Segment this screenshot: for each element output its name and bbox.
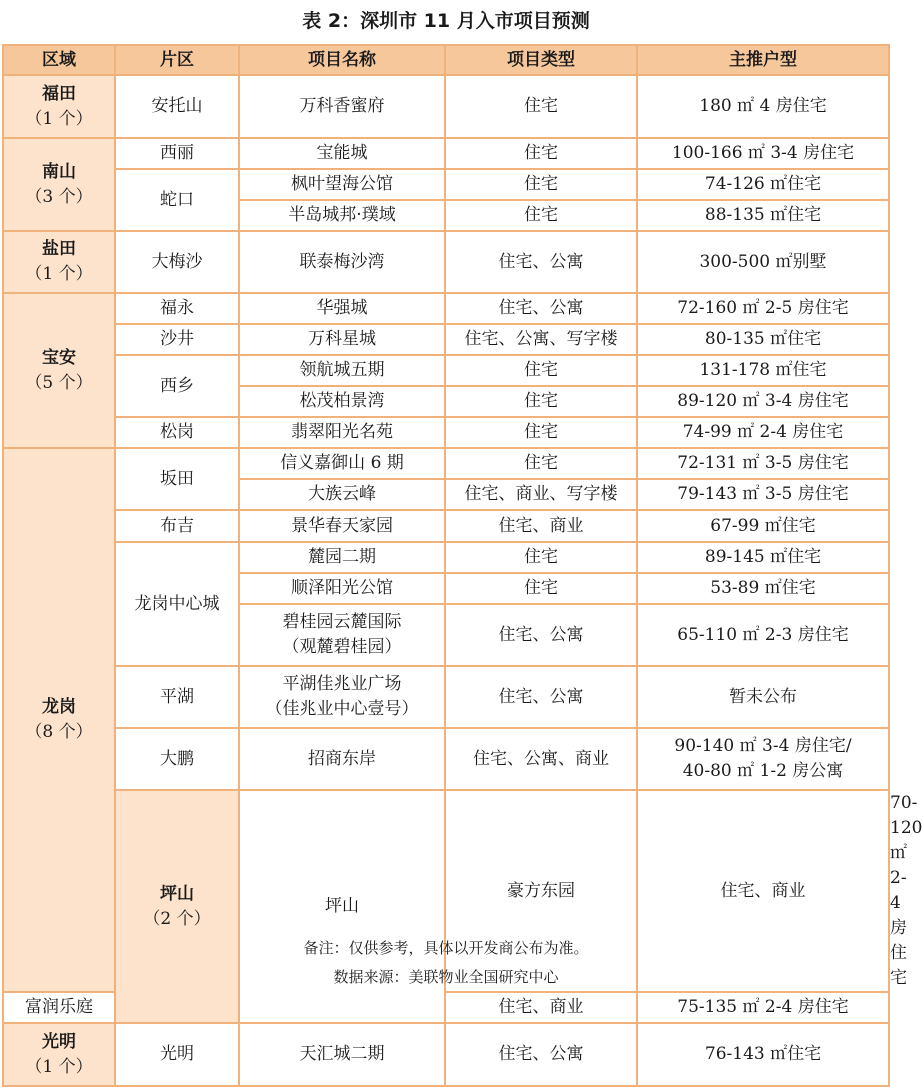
area-cell: 坂田	[115, 448, 239, 510]
header-project: 项目名称	[239, 45, 445, 75]
region-cell: 盐田 （1 个）	[3, 231, 115, 293]
area-cell: 西丽	[115, 138, 239, 169]
table-row: 坪山 （2 个） 坪山 豪方东园 住宅、商业 70-120 ㎡ 2-4 房住宅	[3, 790, 889, 992]
area-cell: 松岗	[115, 417, 239, 448]
area-cell: 龙岗中心城	[115, 542, 239, 666]
type-cell: 住宅、商业	[445, 510, 637, 542]
unit-cell: 72-131 ㎡ 3-5 房住宅	[637, 448, 889, 479]
type-cell: 住宅、公寓	[445, 666, 637, 728]
unit-cell: 90-140 ㎡ 3-4 房住宅/ 40-80 ㎡ 1-2 房公寓	[637, 728, 889, 790]
project-cell: 万科星城	[239, 324, 445, 355]
unit-cell: 暂未公布	[637, 666, 889, 728]
type-cell: 住宅、商业	[445, 992, 637, 1023]
project-cell: 领航城五期	[239, 355, 445, 386]
unit-cell: 75-135 ㎡ 2-4 房住宅	[637, 992, 889, 1023]
area-cell: 西乡	[115, 355, 239, 417]
area-cell: 安托山	[115, 75, 239, 138]
unit-cell: 76-143 ㎡住宅	[637, 1023, 889, 1086]
type-cell: 住宅	[445, 75, 637, 138]
table-row	[3, 355, 889, 386]
area-cell: 福永	[115, 293, 239, 324]
table-row	[3, 169, 889, 200]
area-cell: 蛇口	[115, 169, 239, 231]
project-cell: 翡翠阳光名苑	[239, 417, 445, 448]
area-cell: 布吉	[115, 510, 239, 542]
unit-cell: 180 ㎡ 4 房住宅	[637, 75, 889, 138]
type-cell: 住宅、公寓	[445, 231, 637, 293]
type-cell: 住宅、公寓	[445, 293, 637, 324]
table-row	[3, 728, 889, 790]
unit-cell: 53-89 ㎡住宅	[637, 573, 889, 604]
data-source: 数据来源：美联物业全国研究中心	[333, 968, 559, 986]
area-cell: 光明	[115, 1023, 239, 1086]
type-cell: 住宅	[445, 448, 637, 479]
type-cell: 住宅、公寓、商业	[445, 728, 637, 790]
project-cell: 半岛城邦·璞域	[239, 200, 445, 231]
table-row	[3, 417, 889, 448]
type-cell: 住宅	[445, 542, 637, 573]
type-cell: 住宅	[445, 169, 637, 200]
region-cell: 福田 （1 个）	[3, 75, 115, 138]
area-cell: 大鹏	[115, 728, 239, 790]
table-row	[3, 138, 889, 169]
region-cell: 光明 （1 个）	[3, 1023, 115, 1086]
region-cell: 坪山 （2 个）	[115, 790, 239, 1023]
type-cell: 住宅	[445, 200, 637, 231]
area-cell: 沙井	[115, 324, 239, 355]
header-unit: 主推户型	[637, 45, 889, 75]
table-row	[3, 448, 889, 479]
table-row	[3, 231, 889, 293]
region-cell: 南山 （3 个）	[3, 138, 115, 231]
project-cell: 招商东岸	[239, 728, 445, 790]
project-cell: 华强城	[239, 293, 445, 324]
type-cell: 住宅、商业	[637, 790, 889, 992]
table-row	[3, 666, 889, 728]
project-cell: 枫叶望海公馆	[239, 169, 445, 200]
unit-cell: 67-99 ㎡住宅	[637, 510, 889, 542]
project-cell: 碧桂园云麓国际 （观麓碧桂园）	[239, 604, 445, 666]
unit-cell: 89-120 ㎡ 3-4 房住宅	[637, 386, 889, 417]
type-cell: 住宅	[445, 386, 637, 417]
unit-cell: 88-135 ㎡住宅	[637, 200, 889, 231]
project-cell: 景华春天家园	[239, 510, 445, 542]
unit-cell: 74-126 ㎡住宅	[637, 169, 889, 200]
project-cell: 松茂柏景湾	[239, 386, 445, 417]
type-cell: 住宅	[445, 573, 637, 604]
region-cell: 宝安 （5 个）	[3, 293, 115, 448]
area-cell: 坪山	[239, 790, 445, 1023]
header-area: 片区	[115, 45, 239, 75]
unit-cell: 300-500 ㎡别墅	[637, 231, 889, 293]
table-row	[3, 542, 889, 573]
unit-cell: 131-178 ㎡住宅	[637, 355, 889, 386]
header-row	[3, 45, 889, 75]
unit-cell: 89-145 ㎡住宅	[637, 542, 889, 573]
project-cell: 万科香蜜府	[239, 75, 445, 138]
area-cell: 平湖	[115, 666, 239, 728]
project-cell: 天汇城二期	[239, 1023, 445, 1086]
type-cell: 住宅、公寓	[445, 604, 637, 666]
table-row	[3, 510, 889, 542]
project-cell: 信义嘉御山 6 期	[239, 448, 445, 479]
project-cell: 大族云峰	[239, 479, 445, 510]
project-table	[2, 44, 922, 1087]
project-cell: 富润乐庭	[3, 992, 115, 1023]
project-cell: 麓园二期	[239, 542, 445, 573]
type-cell: 住宅、公寓、写字楼	[445, 324, 637, 355]
unit-cell: 65-110 ㎡ 2-3 房住宅	[637, 604, 889, 666]
unit-cell: 79-143 ㎡ 3-5 房住宅	[637, 479, 889, 510]
table-row	[3, 1023, 889, 1086]
unit-cell: 80-135 ㎡住宅	[637, 324, 889, 355]
project-cell: 平湖佳兆业广场 （佳兆业中心壹号）	[239, 666, 445, 728]
project-cell: 顺泽阳光公馆	[239, 573, 445, 604]
project-cell: 宝能城	[239, 138, 445, 169]
type-cell: 住宅、商业、写字楼	[445, 479, 637, 510]
table-row	[3, 324, 889, 355]
table-title: 表 2：深圳市 11 月入市项目预测	[302, 10, 590, 32]
table-row	[3, 75, 889, 138]
project-cell: 联泰梅沙湾	[239, 231, 445, 293]
table-row	[3, 293, 889, 324]
region-cell: 龙岗 （8 个）	[3, 448, 115, 992]
area-cell: 大梅沙	[115, 231, 239, 293]
type-cell: 住宅	[445, 417, 637, 448]
type-cell: 住宅	[445, 138, 637, 169]
header-region: 区域	[3, 45, 115, 75]
unit-cell: 72-160 ㎡ 2-5 房住宅	[637, 293, 889, 324]
footnote: 备注：仅供参考，具体以开发商公布为准。	[303, 939, 589, 957]
unit-cell: 74-99 ㎡ 2-4 房住宅	[637, 417, 889, 448]
header-type: 项目类型	[445, 45, 637, 75]
project-cell: 豪方东园	[445, 790, 637, 992]
type-cell: 住宅、公寓	[445, 1023, 637, 1086]
type-cell: 住宅	[445, 355, 637, 386]
unit-cell: 100-166 ㎡ 3-4 房住宅	[637, 138, 889, 169]
